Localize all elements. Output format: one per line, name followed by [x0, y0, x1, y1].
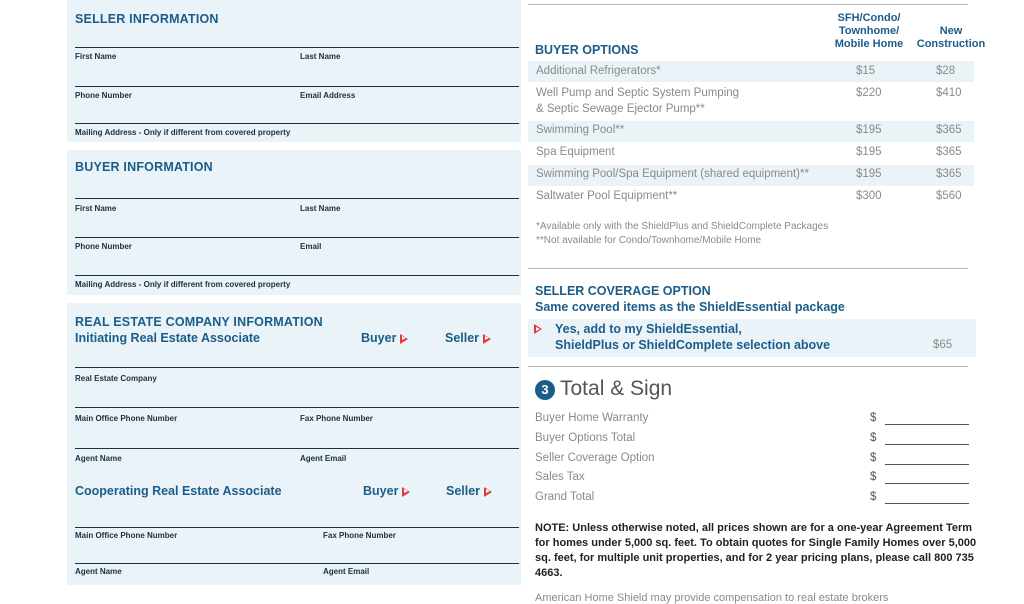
total-row-label: Grand Total [535, 491, 595, 503]
option-price-new: $365 [936, 146, 962, 158]
total-row[interactable] [535, 452, 975, 464]
amount-line[interactable] [885, 444, 969, 445]
option-price-sfh: $195 [856, 124, 882, 136]
top-divider [528, 4, 968, 5]
option-price-sfh: $300 [856, 190, 882, 202]
divider [528, 366, 968, 367]
total-row[interactable] [535, 491, 975, 503]
option-name: Well Pump and Septic System Pumping [536, 87, 740, 99]
cooperating-seller-label: Seller [446, 484, 481, 498]
option-row[interactable] [528, 121, 974, 142]
right-column [528, 0, 986, 604]
re-phone-line[interactable] [75, 407, 519, 408]
buyer-phone-line[interactable] [75, 237, 519, 238]
option-name: Saltwater Pool Equipment** [536, 190, 678, 202]
amount-line[interactable] [885, 503, 969, 504]
seller-coverage-line1: Yes, add to my ShieldEssential, [555, 322, 742, 336]
option-row[interactable] [528, 143, 974, 164]
buyer-mailing-line[interactable] [75, 275, 519, 276]
option-price-sfh: $220 [856, 87, 882, 99]
option-name: Swimming Pool/Spa Equipment (shared equipment)** [536, 168, 809, 180]
total-row[interactable] [535, 471, 975, 483]
checkbox-triangle-icon [400, 334, 408, 344]
total-row-label: Sales Tax [535, 471, 585, 483]
checkbox-triangle-icon [483, 334, 491, 344]
buyer-name-line[interactable] [75, 198, 519, 199]
total-row-label: Buyer Home Warranty [535, 412, 649, 424]
option-name: Swimming Pool** [536, 124, 625, 136]
option-name: Spa Equipment [536, 146, 615, 158]
initiating-seller-check[interactable] [445, 331, 491, 345]
co-main-phone-label: Main Office Phone Number [75, 531, 178, 540]
total-row-label: Seller Coverage Option [535, 452, 655, 464]
buyer-information-section [67, 150, 521, 295]
option-name-line2: & Septic Sewage Ejector Pump** [536, 103, 705, 115]
dollar-sign: $ [870, 452, 877, 464]
initiating-buyer-label: Buyer [361, 331, 397, 345]
col-head-sfh: SFH/Condo/ Townhome/ Mobile Home [834, 12, 904, 50]
dollar-sign: $ [870, 432, 877, 444]
buyer-last-name-label: Last Name [300, 204, 341, 213]
seller-coverage-option[interactable] [528, 319, 976, 357]
real-estate-section [67, 303, 521, 585]
seller-coverage-title: SELLER COVERAGE OPTION [535, 284, 711, 298]
amount-line[interactable] [885, 424, 969, 425]
seller-info-title: SELLER INFORMATION [75, 12, 219, 26]
checkbox-triangle-icon [484, 487, 492, 497]
cooperating-buyer-label: Buyer [363, 484, 399, 498]
seller-name-line[interactable] [75, 47, 519, 48]
buyer-email-label: Email [300, 242, 322, 251]
initiating-buyer-check[interactable] [361, 331, 408, 345]
re-agent-email-label: Agent Email [300, 454, 347, 463]
col-head-new-construction: New Construction [916, 25, 986, 50]
seller-phone-label: Phone Number [75, 91, 132, 100]
re-main-phone-label: Main Office Phone Number [75, 414, 178, 423]
initiating-seller-label: Seller [445, 331, 480, 345]
seller-mailing-line[interactable] [75, 123, 519, 124]
seller-information-section [67, 0, 521, 142]
seller-coverage-price: $65 [933, 339, 953, 351]
option-price-sfh: $15 [856, 65, 876, 77]
seller-coverage-subtitle: Same covered items as the ShieldEssential package [535, 300, 845, 314]
co-agent-line[interactable] [75, 563, 519, 564]
co-phone-line[interactable] [75, 527, 519, 528]
total-row[interactable] [535, 412, 975, 424]
re-company-line[interactable] [75, 367, 519, 368]
step-badge: 3 [535, 380, 555, 400]
divider [528, 268, 968, 269]
option-row[interactable] [528, 187, 974, 208]
option-name: Additional Refrigerators* [536, 65, 661, 77]
pricing-note: NOTE: Unless otherwise noted, all prices shown are for a one-year Agreement Term for homes under 5,000 sq. feet. To obtain quotes for Single Family Homes over 5,000 sq. feet, for multiple unit properties, and for 2 year pricing plans, please call 800 735 4663. [535, 522, 977, 579]
seller-first-name-label: First Name [75, 52, 117, 61]
seller-email-label: Email Address [300, 91, 356, 100]
option-row[interactable] [528, 61, 974, 82]
seller-last-name-label: Last Name [300, 52, 341, 61]
compensation-text: American Home Shield may provide compensation to real estate brokers [535, 592, 889, 604]
option-price-sfh: $195 [856, 168, 882, 180]
left-column [67, 0, 521, 600]
cooperating-seller-check[interactable] [446, 484, 492, 498]
co-agent-email-label: Agent Email [323, 567, 370, 576]
amount-line[interactable] [885, 483, 969, 484]
initiating-associate-title: Initiating Real Estate Associate [75, 331, 261, 345]
seller-phone-line[interactable] [75, 86, 519, 87]
re-fax-label: Fax Phone Number [300, 414, 373, 423]
re-agent-line[interactable] [75, 448, 519, 449]
option-price-new: $28 [936, 65, 956, 77]
checkbox-triangle-icon [402, 487, 410, 497]
seller-coverage-line2: ShieldPlus or ShieldComplete selection above [555, 338, 831, 352]
real-estate-title: REAL ESTATE COMPANY INFORMATION [75, 315, 323, 329]
total-row[interactable] [535, 432, 975, 444]
option-price-new: $410 [936, 87, 962, 99]
cooperating-buyer-check[interactable] [363, 484, 410, 498]
seller-mailing-label: Mailing Address - Only if different from covered property [75, 128, 291, 137]
options-footnote-1: *Available only with the ShieldPlus and ShieldComplete Packages [536, 221, 829, 232]
option-row[interactable] [528, 84, 974, 120]
amount-line[interactable] [885, 464, 969, 465]
buyer-first-name-label: First Name [75, 204, 117, 213]
total-row-label: Buyer Options Total [535, 432, 636, 444]
dollar-sign: $ [870, 491, 877, 503]
cooperating-associate-title: Cooperating Real Estate Associate [75, 484, 282, 498]
option-price-new: $560 [936, 190, 962, 202]
co-agent-name-label: Agent Name [75, 567, 122, 576]
dollar-sign: $ [870, 471, 877, 483]
total-sign-title: Total & Sign [560, 377, 673, 400]
option-price-sfh: $195 [856, 146, 882, 158]
options-footnote-2: **Not available for Condo/Townhome/Mobile Home [536, 235, 762, 246]
option-price-new: $365 [936, 168, 962, 180]
option-price-new: $365 [936, 124, 962, 136]
option-row[interactable] [528, 165, 974, 186]
checkbox-triangle-icon [534, 324, 542, 334]
co-fax-label: Fax Phone Number [323, 531, 396, 540]
buyer-info-title: BUYER INFORMATION [75, 160, 213, 174]
re-company-label: Real Estate Company [75, 374, 157, 383]
buyer-options-title: BUYER OPTIONS [535, 43, 639, 57]
buyer-mailing-label: Mailing Address - Only if different from covered property [75, 280, 291, 289]
re-agent-name-label: Agent Name [75, 454, 122, 463]
buyer-phone-label: Phone Number [75, 242, 132, 251]
dollar-sign: $ [870, 412, 877, 424]
